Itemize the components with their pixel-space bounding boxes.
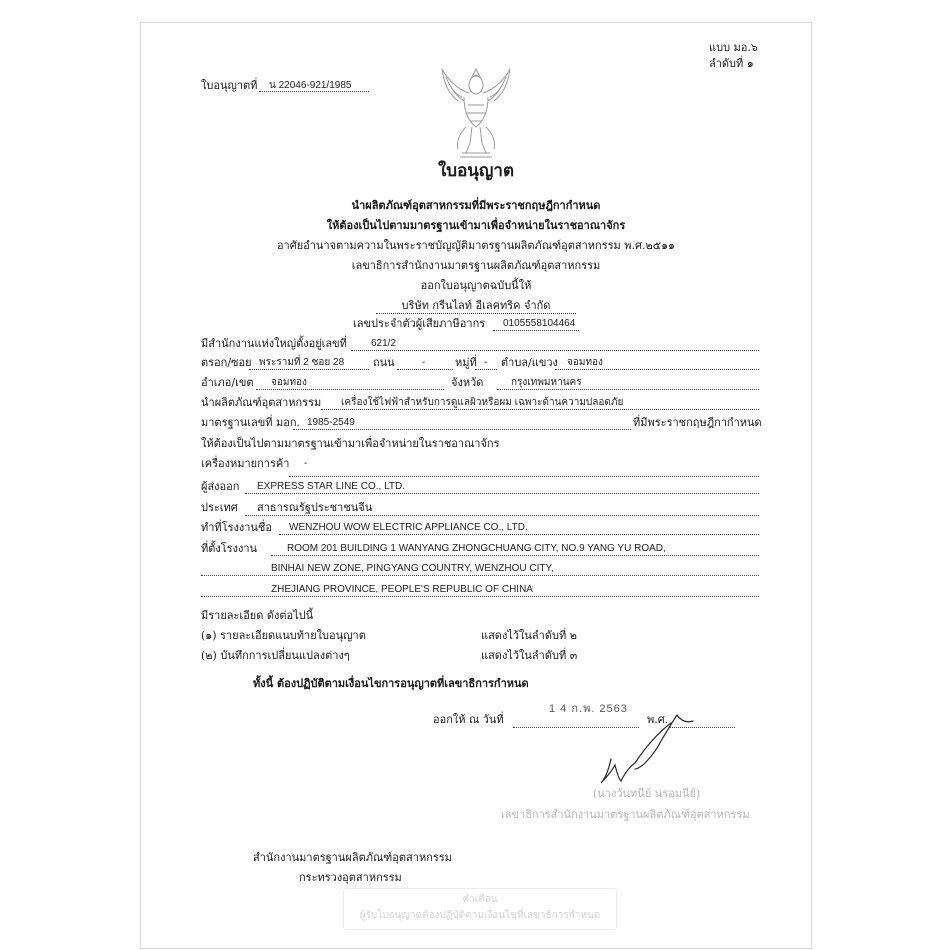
details-item-2-ref: แสดงไว้ในลำดับที่ ๓ bbox=[481, 649, 578, 662]
province-line bbox=[497, 389, 759, 390]
form-code: แบบ มอ.๖ bbox=[709, 41, 758, 54]
amphoe-line bbox=[256, 389, 444, 390]
province-value: กรุงเทพมหานคร bbox=[511, 377, 582, 388]
factory-location-line-1: ROOM 201 BUILDING 1 WANYANG ZHONGCHUANG CITY, NO.9 YANG YU ROAD, bbox=[287, 543, 666, 554]
agency-line-2: กระทรวงอุตสาหกรรม bbox=[299, 871, 402, 884]
soi-line bbox=[249, 369, 369, 370]
header-line-3: อาศัยอำนาจตามความในพระราชบัญญัติมาตรฐานผลิตภัณฑ์อุตสาหกรรม พ.ศ.๒๕๑๑ bbox=[276, 239, 676, 252]
notice-title: คำเตือน bbox=[462, 894, 498, 905]
province-label: จังหวัด bbox=[451, 376, 484, 389]
trademark-line bbox=[289, 476, 759, 477]
tax-id-label: เลขประจำตัวผู้เสียภาษีอากร bbox=[353, 317, 486, 330]
moo-line bbox=[475, 369, 497, 370]
standard-value: 1985-2549 bbox=[307, 417, 355, 428]
tax-id-value: 0105558104464 bbox=[503, 318, 576, 329]
product-line bbox=[321, 409, 759, 410]
details-heading: มีรายละเอียด ดังต่อไปนี้ bbox=[201, 609, 314, 622]
license-no-value: น 22046-921/1985 bbox=[269, 80, 352, 91]
tambon-value: จอมทอง bbox=[567, 357, 603, 368]
soi-label: ตรอก/ซอย bbox=[201, 356, 252, 369]
tax-id-line bbox=[493, 330, 579, 331]
details-item-2: (๒) บันทึกการเปลี่ยนแปลงต่างๆ bbox=[201, 649, 350, 662]
country-line bbox=[245, 515, 759, 516]
company-line bbox=[376, 313, 576, 314]
factory-location-label: ที่ตั้งโรงงาน bbox=[201, 542, 258, 555]
company-name: บริษัท กรีนไลท์ อีเลคทริค จำกัด bbox=[401, 299, 551, 312]
factory-location-line-2: BINHAI NEW ZONE, PINGYANG COUNTRY, WENZHOU CITY, bbox=[271, 563, 554, 574]
road-line bbox=[397, 369, 453, 370]
exporter-value: EXPRESS STAR LINE CO., LTD. bbox=[257, 481, 405, 492]
license-document bbox=[140, 22, 812, 949]
notice-text: ผู้รับใบอนุญาตต้องปฏิบัติตามเงื่อนไขที่เลขาธิการกำหนด bbox=[359, 910, 601, 921]
header-line-5: ออกใบอนุญาตฉบับนี้ให้ bbox=[420, 279, 532, 292]
tambon-line bbox=[555, 369, 759, 370]
standard-label: มาตรฐานเลขที่ มอก. bbox=[201, 416, 301, 429]
amphoe-label: อำเภอ/เขต bbox=[201, 376, 254, 389]
country-value: สาธารณรัฐประชาชนจีน bbox=[257, 501, 373, 514]
factory-line bbox=[279, 534, 759, 535]
trademark-value: - bbox=[304, 458, 308, 469]
factory-label: ทำที่โรงงานชื่อ bbox=[201, 521, 273, 534]
signer-name: (นางวันทนีย์ นรอมนีย์) bbox=[593, 787, 701, 800]
conform-line: ให้ต้องเป็นไปตามมาตรฐานเข้ามาเพื่อจำหน่ายในราชอาณาจักร bbox=[201, 437, 500, 450]
factory-location-underline-3 bbox=[201, 596, 759, 597]
document-title: ใบอนุญาต bbox=[438, 161, 514, 181]
factory-location-line-3: ZHEJIANG PROVINCE, PEOPLE'S REPUBLIC OF CHINA bbox=[271, 584, 533, 595]
form-sequence: ลำดับที่ ๑ bbox=[709, 57, 754, 70]
signer-title: เลขาธิการสำนักงานมาตรฐานผลิตภัณฑ์อุตสาหกรรม bbox=[501, 808, 750, 821]
hq-line bbox=[351, 350, 759, 351]
header-line-1: นำผลิตภัณฑ์อุตสาหกรรมที่มีพระราชกฤษฎีกากำหนด bbox=[351, 199, 601, 212]
road-label: ถนน bbox=[373, 356, 395, 369]
condition-text: ทั้งนี้ ต้องปฏิบัติตามเงื่อนไขการอนุญาตที่เลขาธิการกำหนด bbox=[253, 677, 529, 690]
license-no-label: ใบอนุญาตที่ bbox=[201, 79, 258, 92]
details-item-1-ref: แสดงไว้ในลำดับที่ ๒ bbox=[481, 629, 577, 642]
license-no-line bbox=[259, 91, 369, 92]
standard-suffix: ที่มีพระราชกฤษฎีกากำหนด bbox=[633, 416, 762, 429]
exporter-line bbox=[245, 493, 759, 494]
hq-label: มีสำนักงานแห่งใหญ่ตั้งอยู่เลขที่ bbox=[201, 337, 347, 350]
factory-value: WENZHOU WOW ELECTRIC APPLIANCE CO., LTD. bbox=[289, 522, 528, 533]
signature-icon bbox=[581, 711, 701, 791]
warning-notice-box bbox=[343, 888, 617, 930]
hq-value: 621/2 bbox=[371, 338, 397, 349]
exporter-label: ผู้ส่งออก bbox=[201, 480, 240, 493]
country-label: ประเทศ bbox=[201, 501, 238, 514]
factory-location-underline-1 bbox=[271, 555, 759, 556]
moo-value: - bbox=[484, 357, 488, 368]
tambon-label: ตำบล/แขวง bbox=[501, 356, 558, 369]
issued-date: 1 4 ก.พ. 2563 bbox=[549, 703, 628, 715]
agency-line-1: สำนักงานมาตรฐานผลิตภัณฑ์อุตสาหกรรม bbox=[253, 851, 452, 864]
factory-location-underline-2 bbox=[201, 575, 759, 576]
moo-label: หมู่ที่ bbox=[455, 356, 477, 369]
standard-line bbox=[293, 429, 631, 430]
issued-label: ออกให้ ณ วันที่ bbox=[433, 713, 504, 726]
header-line-4: เลขาธิการสำนักงานมาตรฐานผลิตภัณฑ์อุตสาหกรรม bbox=[351, 259, 601, 272]
soi-value: พระรามที่ 2 ซอย 28 bbox=[259, 357, 345, 368]
product-label: นำผลิตภัณฑ์อุตสาหกรรม bbox=[201, 396, 322, 409]
road-value: - bbox=[422, 357, 426, 368]
amphoe-value: จอมทอง bbox=[271, 377, 307, 388]
garuda-emblem-icon bbox=[436, 63, 516, 163]
header-line-2: ให้ต้องเป็นไปตามมาตรฐานเข้ามาเพื่อจำหน่ายในราชอาณาจักร bbox=[326, 219, 626, 232]
trademark-label: เครื่องหมายการค้า bbox=[201, 457, 290, 470]
issued-era: พ.ศ. bbox=[647, 713, 669, 726]
details-item-1: (๑) รายละเอียดแนบท้ายใบอนุญาต bbox=[201, 629, 366, 642]
product-value: เครื่องใช้ไฟฟ้าสำหรับการดูแลผิวหรือผม เฉพาะด้านความปลอดภัย bbox=[341, 397, 624, 408]
